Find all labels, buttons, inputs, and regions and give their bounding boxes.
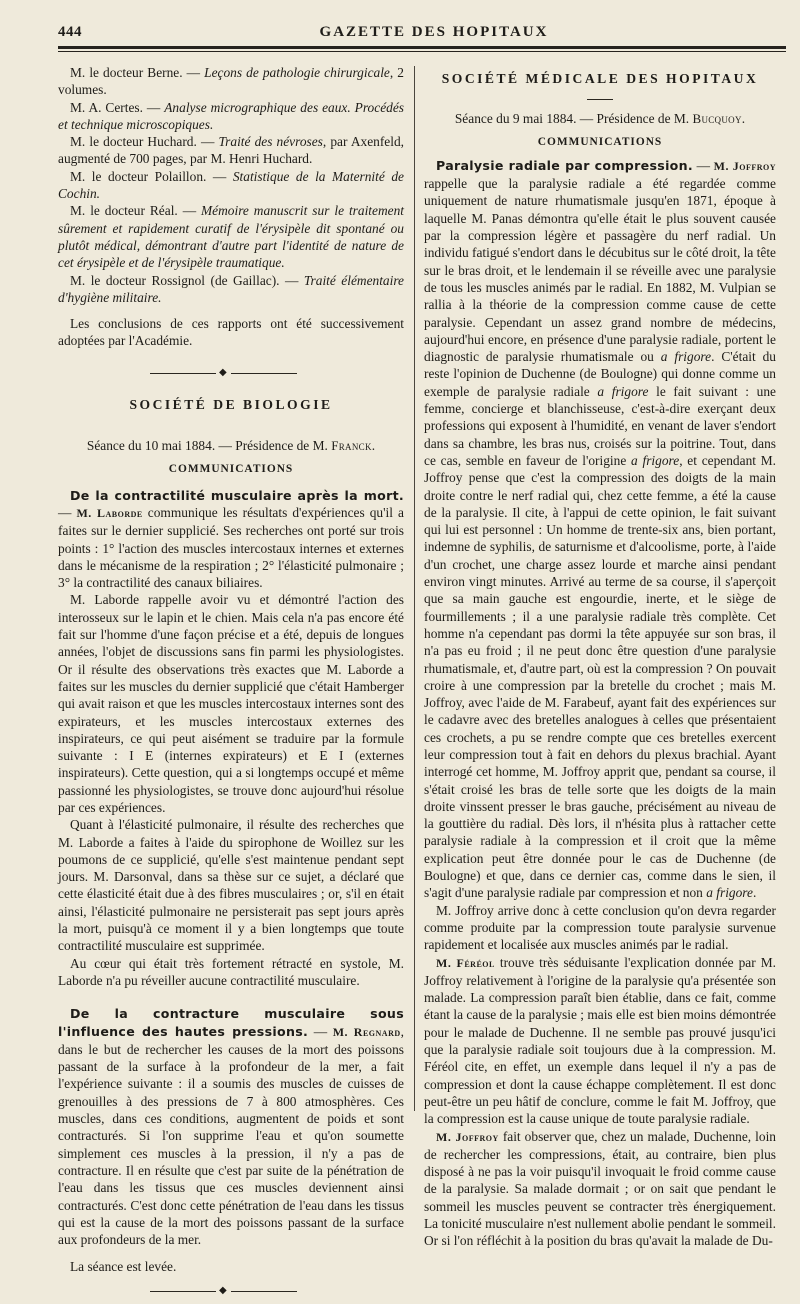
header-rule-thick — [58, 46, 786, 49]
list-item: M. le docteur Rossignol (de Gaillac). — Traité élémentaire d'hygiène militaire. — [58, 272, 404, 305]
left-column — [58, 64, 404, 1304]
paragraph: M. Joffroy arrive donc à cette conclusion qu'on devra regarder comme produite par la compression toute paralysie survenue rapidement et localisée aux muscles animés par le radial. — [424, 902, 776, 953]
title-rule — [587, 99, 613, 100]
list-item: M. le docteur Polaillon. — Statistique de la Maternité de Cochin. — [58, 168, 404, 202]
paragraph-fereol: M. Féréol trouve très séduisante l'explication donnée par M. Joffroy relativement à l'origine de la paralysie qu'a présentée son malade. La compression paraît bien établie, dans ce fait, comme étant la cause de la paralysie ; mais elle est bien moins démontrée pour le malade de Duchenne. Il ne semble pas prouvé jusqu'ici que la paralysie radiale soit toujours due à la compression. M. Féréol cite, en effet, un exemple dans lequel il n'y a pas de compression et dont la cause échappe complètement. Il est donc peut-être un peu hâtif de conclure, comme le fait M. Joffroy, que la compression est la cause unique de toute paralysie radiale. — [424, 954, 776, 1127]
society-title-biologie: SOCIÉTÉ DE BIOLOGIE — [129, 396, 333, 412]
page-header — [58, 20, 790, 44]
list-item: M. le docteur Berne. — Leçons de pathologie chirurgicale, 2 volumes. — [58, 65, 405, 98]
section-ornament: ◆ — [58, 362, 404, 386]
paragraph: M. Laborde rappelle avoir vu et démontré l'action des interosseux sur le lapin et le chien. Mais cela n'a pas encore été fait sur l'homme d'une façon précise et a été, depuis de longues années, l'objet de discussions sans fin parmi les physiologistes. Or il résulte des observations très exactes que M. Laborde a faites sur les muscles du dernier supplicié que c'était Hamberger qui avait raison et que les muscles intercostaux internes sont des expirateurs, et les muscles intercostaux externes des inspirateurs, ce qui peut aisément se traduire par la formule suivante : I E (internes expirateurs) et E I (externes inspirateurs). Cette question, qui a si longtemps occupé et même passionné les physiologistes, se trouve donc aujourd'hui résolue par ces expériences. — [58, 592, 404, 815]
running-head: GAZETTE DES HOPITAUX — [319, 23, 549, 40]
seance-line: Séance du 9 mai 1884. — Présidence de M. Bucquoy. — [454, 111, 746, 127]
section-ornament: ◆ — [58, 1280, 404, 1304]
communications-label: COMMUNICATIONS — [537, 135, 663, 148]
paragraph: Au cœur qui était très fortement rétracté en systole, M. Laborde n'a pu réveiller aucune contractilité musculaire. — [58, 955, 404, 988]
column-divider — [414, 66, 415, 1111]
society-title-medicale: SOCIÉTÉ MÉDICALE DES HOPITAUX — [441, 71, 759, 86]
header-rule-thin — [58, 51, 786, 52]
list-item: M. le docteur Réal. — Mémoire manuscrit sur le traitement sûrement et rapidement curatif de l'érysipèle dit spontané ou plutôt médical, démontrant d'autre part l'identité de nature de cet érysipèle et de l'érysipèle traumatique. — [58, 203, 404, 271]
list-item: M. A. Certes. — Analyse micrographique des eaux. Procédés et technique microscopiques. — [58, 99, 404, 132]
article-contractilite: De la contractilité musculaire après la mort. — M. Laborde communique les résultats d'expériences qu'il a faites sur le dernier supplicié. Ses recherches ont porté sur trois points : 1° l'action des muscles intercostaux internes et externes dans le mécanisme de la respiration ; 2° l'élasticité pulmonaire ; 3° la contractilité des canaux biliaires. — [58, 487, 404, 591]
list-item: M. le docteur Huchard. — Traité des névroses, par Axenfeld, augmenté de 700 pages, par M. Henri Huchard. — [58, 134, 405, 167]
article-contracture: De la contracture musculaire sous l'influence des hautes pressions. — M. Regnard, dans le but de rechercher les causes de la mort des poissons passant de la surface à la profondeur de la mer, a fait l'expérience suivante : il a soumis des muscles de cuisses de grenouilles à des pressions de 7 à 800 atmosphères. Ces muscles, dans ces conditions, augmentent de poids et sont contracturés. Si l'on supprime l'eau et qu'on soumette simplement ces muscles à la pression, il n'y a pas de contracture. Il en résulte que c'est par suite de la pénétration de l'eau dans les tissus que ces muscles deviennent ainsi contracturés. C'est donc cette pénétration de l'eau dans les tissus qui est la cause de la mort des poissons passant de la surface aux profondeurs de la mer. — [58, 1006, 405, 1248]
paragraph-joffroy: M. Joffroy fait observer que, chez un malade, Duchenne, loin de rechercher les compressions, était, au contraire, bien plus disposé à ne pas la voir puisqu'il invoquait le froid comme cause de la paralysie. Sa malade dormait ; or on sait que pendant le sommeil les muscles peuvent se contracter très énergiquement. La tonicité musculaire n'est nullement abolie pendant le sommeil. Or si l'on réfléchit à la position du bras qu'avait la malade de Du- — [424, 1128, 776, 1249]
communications-label: COMMUNICATIONS — [168, 463, 294, 476]
seance-line: Séance du 10 mai 1884. — Présidence de M. Franck. — [86, 438, 376, 454]
paragraph: Quant à l'élasticité pulmonaire, il résulte des recherches que M. Laborde a faites à l'aide du spirophone de Woillez sur les poumons de ce supplicié, qu'elle s'est maintenue pendant sept jours. M. Darsonval, dans sa thèse sur ce sujet, a déclaré que cette élasticité était due à des fibres musculaires ; or, s'il en était ainsi, l'élasticité pulmonaire ne persisterait pas sept jours après la mort, puisqu'à ce moment il y a bien longtemps que toute contractilité musculaire est supprimée. — [58, 817, 404, 954]
closing-line: La séance est levée. — [70, 1259, 177, 1275]
conclusions-paragraph: Les conclusions de ces rapports ont été successivement adoptées par l'Académie. — [58, 316, 404, 349]
right-column — [424, 64, 776, 1250]
article-paralysie: Paralysie radiale par compression. — M. Joffroy rappelle que la paralysie radiale a été regardée comme uniquement de nature rhumatismale jusqu'en 1871, époque à laquelle M. Panas démontra qu'elle était le plus souvent causée par la compression légère et passagère du nerf radial. Un individu fatigué s'endort dans le décubitus sur le côté droit, la tête sur le bras droit, et le lendemain il se réveille avec une paralysie de tous les muscles animés par le radial. En 1882, M. Vulpian se rallia à la théorie de la compression comme cause de cette paralysie. Cependant un assez grand nombre de médecins, aujourd'hui encore, en présence d'une paralysie radiale, portent le diagnostic de paralysie rhumatismale ou a frigore. C'était du reste l'opinion de Duchenne (de Boulogne) qui donne comme un exemple de paralysie radiale a frigore le fait suivant : une femme, concierge et blanchisseuse, c'est-à-dire exerçant deux professions qui exposent à l'humidité, en venant de laver s'endort dans sa chambre, les bras nus, croisés sur la poitrine. Tout, dans ce cas, semble en faveur de l'origine a frigore, et cependant M. Joffroy pense que c'est la compression des doigts de la main droite contre le nerf radial qui, chez cette femme, a été la cause de la paralysie. Il cite, à l'appui de cette opinion, le fait suivant qui lui est personnel : Un homme de trente-six ans, bien portant, indemne de syphilis, de saturnisme et d'alcoolisme, porte, à l'aide d'un crochet, une charge assez lourde et marche ainsi pendant environ vingt minutes. Arrivé au terme de sa course, il s'aperçoit que sa main gauche est engourdie, inerte, et le siège de fourmillements ; il a une paralysie radiale très complète. Cet homme n'a cependant pas dormi la tête appuyée sur son bras, il n'a pas eu froid ; il ne peut donc être question d'une paralysie rhumatismale, et, d'autre part, où est la compression ? On pouvait croire à une compression par la bretelle du crochet ; mais M. Joffroy, avec l'aide de M. Farabeuf, ayant fait des expériences sur le cadavre avec des bretelles analogues à celles que présentaient ces crochets, a pu se rendre compte que ces bretelles exercent leur compression tout à fait en dehors du plexus brachial. Ayant interrogé cet homme, M. Joffroy apprit que, pendant sa course, il s'était croisé les bras de telle sorte que les doigts de la main droite vinssent presser le bras gauche, précisément au niveau de la gouttière du radial. Dès lors, il n'hésita plus à rattacher cette paralysie radiale à la compression et il croit que la même explication peut être donnée pour le cas de Duchenne (de Boulogne) et que, dans ce dernier cas, comme dans le sien, il s'agit d'une paralysie radiale par compression et non a frigore. — [424, 157, 777, 901]
page-number: 444 — [58, 23, 82, 40]
